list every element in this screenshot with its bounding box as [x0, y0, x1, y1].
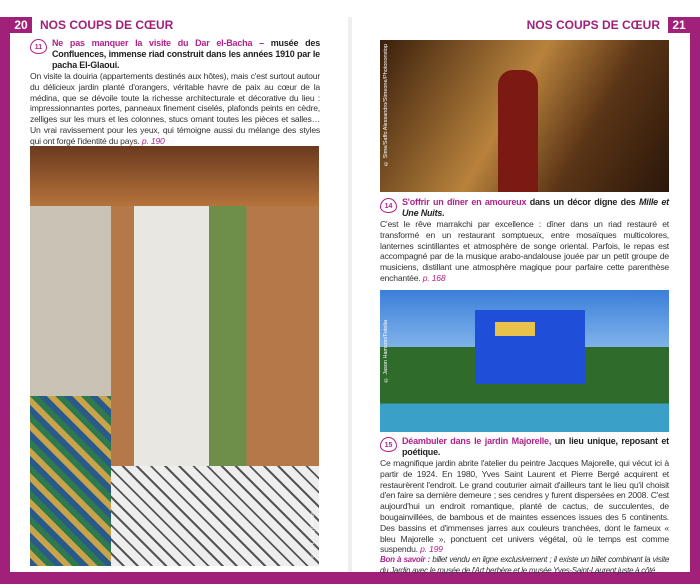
right-border: [690, 17, 700, 584]
heart-number-icon: 11: [30, 39, 47, 54]
item-title: [380, 436, 669, 458]
gutter: [348, 17, 352, 572]
tip-text: billet vendu en ligne exclusivement ; il existe un billet combinant la visite du Jardin avec le musée de l'Art berbère et le musée Yves-Saint-Laurent juste à côté .: [380, 555, 670, 575]
item-11: [30, 38, 320, 147]
title-highlight: S'offrir un dîner en amoureux: [402, 197, 527, 207]
dar-el-bacha-photo: [30, 146, 319, 566]
title-italic: Mille et Une Nuits.: [402, 197, 669, 218]
left-border: [0, 17, 10, 584]
item-body: [30, 71, 320, 147]
body-text: On visite la douiria (appartements destinés aux hôtes), mais c'est surtout autour du délicieux jardin planté d'orangers, véritable havre de paix au cœur de la médina, que se dévoile toute la richesse architecturale et décorative du lieu : impressionnantes portes, panneaux finement ciselés, plafonds peints en cèdre, zelliges sur les murs et les colonnes, stucs ornant toutes les pièces et salles… Un vrai ravissement pour les yeux, qui témoigne aussi du mélange des styles qui ont forgé l'identité du pays.: [30, 71, 320, 146]
body-text: C'est le rêve marrakchi par excellence : dîner dans un riad restauré et transformé en un restaurant somptueux, entre mosaïques multicolores, lanternes scintillantes et atmosphère de songe oriental. Parfois, le repas est accompagné par de la musique arabo-andalouse jouée par un petit groupe de musiciens, distillant une atmosphère magique pour parfaire cette parenthèse enchantée.: [380, 219, 669, 283]
title-rest: musée des Confluences, immense riad construit dans les années 1910 par le pacha El-Glaoui.: [52, 38, 321, 70]
page-ref[interactable]: p. 190: [141, 135, 165, 146]
body-text: Ce magnifique jardin abrite l'atelier du peintre Jacques Majorelle, qui vécut ici à partir de 1924. En 1980, Yves Saint Laurent et Pierre Bergé acquirent et restaurèrent l'endroit. Le grand couturier aimait d'ailleurs tant le lieu qu'il choisit d'en faire sa dernière demeure ; ses cendres y furent dispersées en 2008. C'est aujourd'hui un endroit romantique, planté de cactus, de succulentes, de bougainvillées, de bambous et de maintes essences issues des 5 continents. Des bassins et d'immenses jarres aux couleurs tranchées, dont le fameux « bleu Majorelle », ponctuent cet univers végétal, où le temps est comme suspendu.: [380, 458, 669, 555]
riad-dinner-photo: [380, 40, 669, 192]
title-rest: un lieu unique, reposant et poétique.: [402, 436, 669, 457]
title-rest: dans un décor digne des: [526, 197, 639, 207]
item-body: [380, 458, 669, 555]
page-number-left: 20: [10, 17, 32, 33]
tip-label: Bon à savoir :: [380, 555, 430, 565]
title-highlight: Ne pas manquer la visite du Dar el-Bacha –: [52, 38, 264, 48]
item-title: [380, 197, 669, 219]
page-ref[interactable]: p. 199: [420, 544, 443, 555]
heart-number-icon: 14: [380, 198, 397, 213]
heart-number-icon: 15: [380, 437, 397, 452]
item-body: [380, 219, 669, 284]
section-header-right: NOS COUPS DE CŒUR: [526, 18, 660, 32]
tip: [380, 555, 669, 576]
item-15: [380, 436, 669, 576]
title-highlight: Déambuler dans le jardin Majorelle,: [402, 436, 552, 446]
item-title: [30, 38, 320, 71]
item-14: [380, 197, 669, 284]
page-number-right: 21: [668, 17, 690, 33]
photo-credit: © J.-L. Lay/Hemis: [310, 512, 316, 558]
page-ref[interactable]: p. 168: [422, 272, 446, 283]
section-header-left: NOS COUPS DE CŒUR: [40, 18, 174, 32]
photo-credit: © Jason Hamson/Fotolia: [383, 320, 389, 383]
jardin-majorelle-photo: [380, 290, 669, 432]
photo-credit: © Sime/Saffo Alessandro/Simeone/Photononstop: [383, 44, 389, 166]
